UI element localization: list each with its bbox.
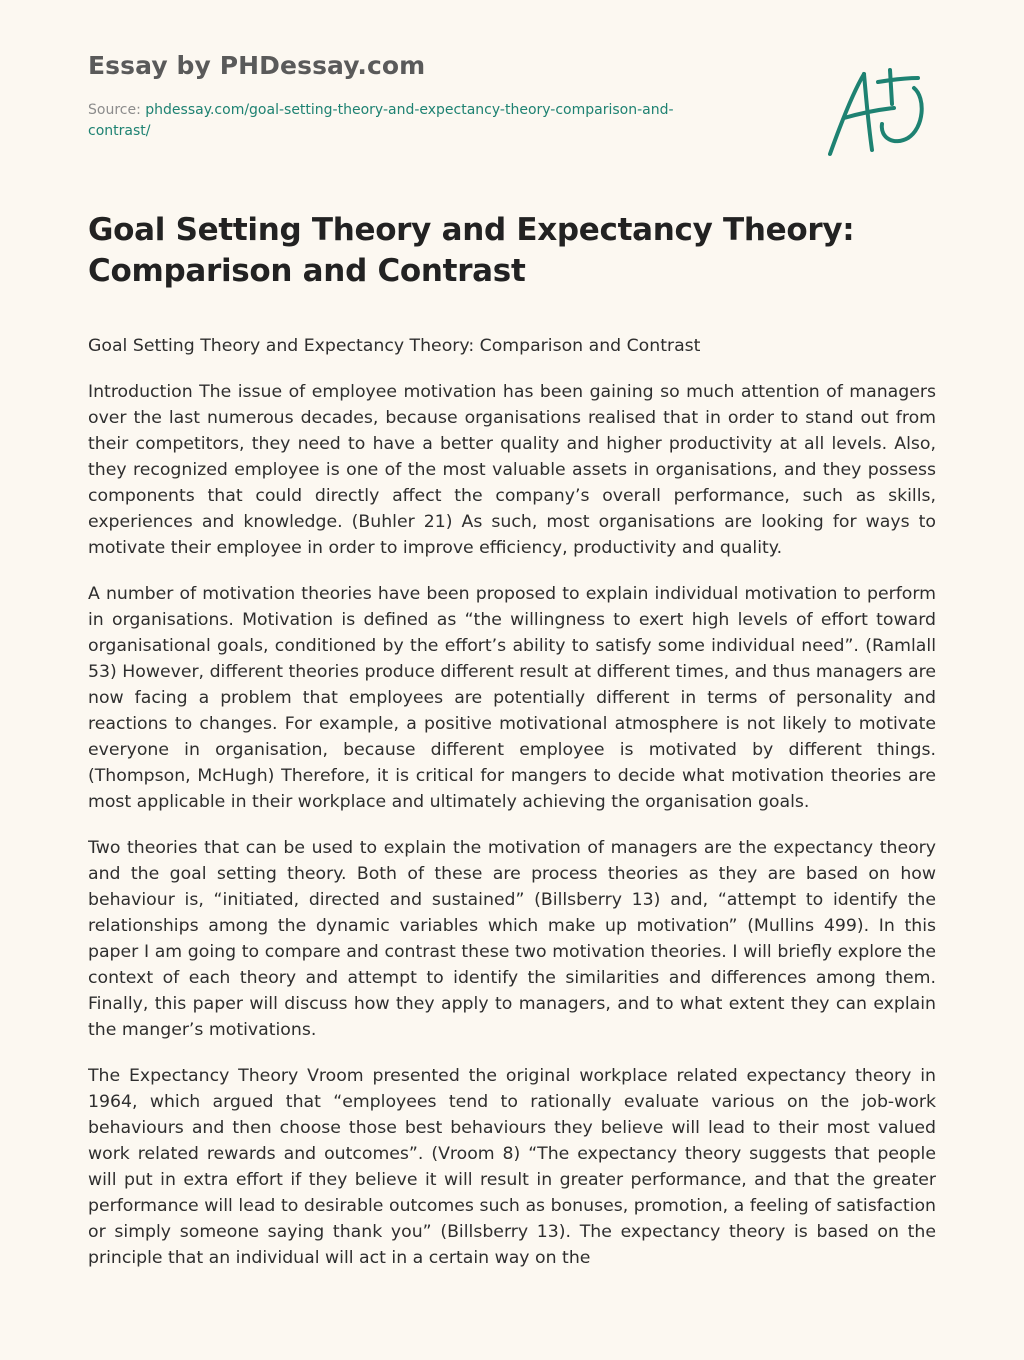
- source-line: [88, 100, 728, 142]
- source-link[interactable]: phdessay.com/goal-setting-theory-and-expectancy-theory-comparison-and-contrast/: [88, 102, 674, 139]
- site-title: Essay by PHDessay.com: [88, 51, 426, 80]
- paragraph-two-theories: Two theories that can be used to explain the motivation of managers are the expectancy theory and the goal setting theory. Both of these are process theories as they are based on how behaviour is, “initiated, directed and sustained” (Billsberry 13) and, “attempt to identify the relationships among the dynamic variables which make up motivation” (Mullins 499). In this paper I am going to compare and contrast these two motivation theories. I will briefly explore the context of each theory and attempt to identify the similarities and differences among them. Finally, this paper will discuss how they apply to managers, and to what extent they can explain the manger’s motivations.: [88, 838, 936, 1040]
- paragraph-motivation-theories: A number of motivation theories have been proposed to explain individual motivation to perform in organisations. Motivation is defined as “the willingness to exert high levels of effort toward organisational goals, conditioned by the effort’s ability to satisfy some individual need”. (Ramlall 53) However, different theories produce different result at different times, and thus managers are now facing a problem that employees are potentially different in terms of personality and reactions to changes. For example, a positive motivational atmosphere is not likely to motivate everyone in organisation, because different employee is motivated by different things. (Thompson, McHugh) Therefore, it is critical for mangers to decide what motivation theories are most applicable in their workplace and ultimately achieving the organisation goals.: [88, 584, 936, 812]
- paragraph-introduction: Introduction The issue of employee motivation has been gaining so much attention of managers over the last numerous decades, because organisations realised that in order to stand out from their competitors, they need to have a better quality and higher productivity at all levels. Also, they recognized employee is one of the most valuable assets in organisations, and they possess components that could directly affect the company’s overall performance, such as skills, experiences and knowledge. (Buhler 21) As such, most organisations are looking for ways to motivate their employee in order to improve efficiency, productivity and quality.: [88, 382, 936, 558]
- paragraph-expectancy-theory: The Expectancy Theory Vroom presented the original workplace related expectancy theory in 1964, which argued that “employees tend to rationally evaluate various on the job-work behaviours and then choose those best behaviours they believe will lead to their most valued work related rewards and outcomes”. (Vroom 8) “The expectancy theory suggests that people will put in extra effort if they believe it will result in greater performance, and that the greater performance will lead to desirable outcomes such as bonuses, promotion, a feeling of satisfaction or simply someone saying thank you” (Billsberry 13). The expectancy theory is based on the principle that an individual will act in a certain way on the: [88, 1066, 936, 1268]
- a-plus-logo-icon: [828, 66, 928, 158]
- essay-page: [88, 0, 936, 1360]
- essay-body: [88, 333, 936, 1291]
- source-label: Source:: [88, 102, 146, 118]
- document-subtitle: Goal Setting Theory and Expectancy Theory: Comparison and Contrast: [88, 336, 701, 356]
- document-title: Goal Setting Theory and Expectancy Theory: Comparison and Contrast: [88, 212, 855, 289]
